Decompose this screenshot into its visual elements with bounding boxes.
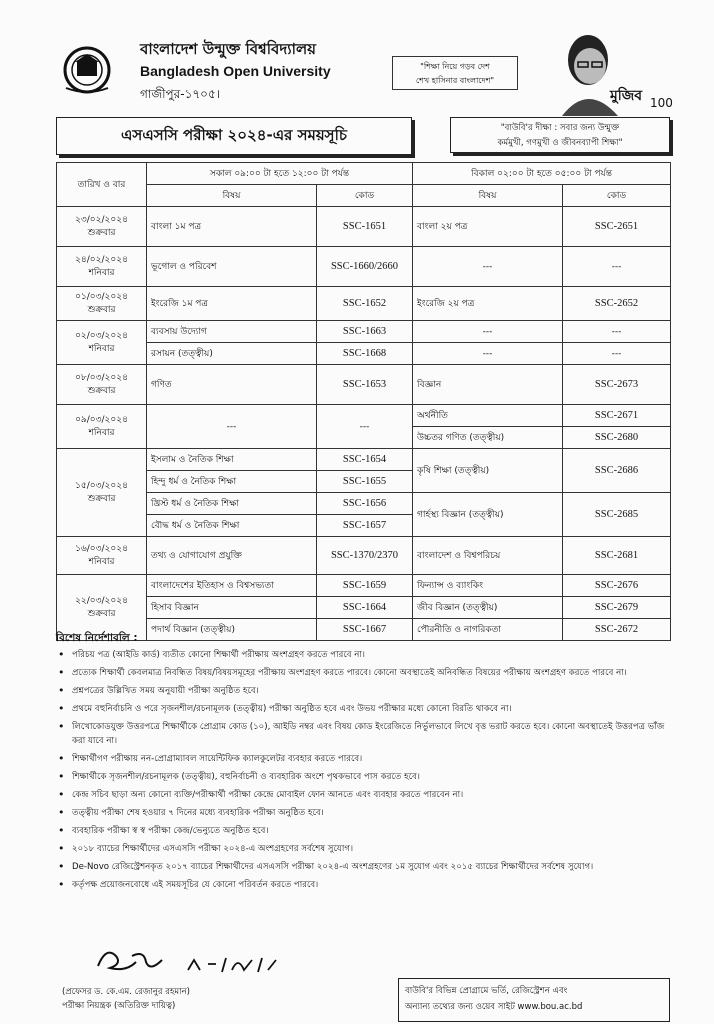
afternoon-code: SSC-2676 [563,575,671,597]
instruction-item: • তত্ত্বীয় পরীক্ষা শেষ হওয়ার ৭ দিনের মধ্যে ব্যবহারিক পরীক্ষা অনুষ্ঠিত হবে। [56,806,670,820]
afternoon-session-header: বিকাল ০২:০০ টা হতে ০৫:০০ টা পর্যন্ত [413,163,671,185]
morning-code: SSC-1370/2370 [317,537,413,575]
university-name-bangla: বাংলাদেশ উন্মুক্ত বিশ্ববিদ্যালয় [140,40,316,58]
afternoon-subject: বাংলাদেশ ও বিশ্বপরিচয় [413,537,563,575]
exam-date: ১৫/০৩/২০২৪ [75,480,128,491]
morning-code: SSC-1653 [317,365,413,405]
morning-code: SSC-1663 [317,321,413,343]
afternoon-code: SSC-2681 [563,537,671,575]
table-row [57,575,671,597]
afternoon-subject: কৃষি শিক্ষা (তত্ত্বীয়) [413,449,563,493]
exam-date: ২২/০৩/২০২৪ [75,595,128,606]
afternoon-subject: ফিন্যান্স ও ব্যাংকিং [413,575,563,597]
morning-code: SSC-1654 [317,449,413,471]
morning-subject: বাংলা ১ম পত্র [147,207,317,247]
table-row [57,537,671,575]
table-row [57,365,671,405]
table-header-row [57,163,671,185]
instruction-item: • শিক্ষার্থীকে সৃজনশীল/রচনামূলক (তত্ত্বীয়), বহুনির্বাচনী ও ব্যবহারিক অংশে পৃথকভাবে পাস করতে হবে। [56,770,670,784]
afternoon-code: SSC-2686 [563,449,671,493]
signer-name: (প্রফেসর ড. কে.এম. রেজানুর রহমান) [62,987,190,997]
code-column-header: কোড [317,185,413,207]
afternoon-subject: --- [413,321,563,343]
morning-session-header: সকাল ০৯:০০ টা হতে ১২:০০ টা পর্যন্ত [147,163,413,185]
morning-code: SSC-1651 [317,207,413,247]
table-row [57,619,671,641]
morning-subject: পদার্থ বিজ্ঞান (তত্ত্বীয়) [147,619,317,641]
slogan-box [392,56,518,90]
exam-date: ০১/০৩/২০২৪ [75,291,128,302]
exam-date: ০৯/০৩/২০২৪ [75,414,128,425]
afternoon-subject: বিজ্ঞান [413,365,563,405]
afternoon-code: SSC-2680 [563,427,671,449]
afternoon-subject: --- [413,343,563,365]
mujib-centenary-logo [610,80,673,110]
subject-column-header: বিষয় [413,185,563,207]
afternoon-code: SSC-2673 [563,365,671,405]
morning-subject: --- [147,405,317,449]
instruction-item: • ব্যবহারিক পরীক্ষা স্ব স্ব পরীক্ষা কেন্দ্র/ভেন্যুতে অনুষ্ঠিত হবে। [56,824,670,838]
date-cell [57,537,147,575]
instruction-item: • পরিচয় পত্র (আইডি কার্ড) ব্যতীত কোনো শিক্ষার্থী পরীক্ষায় অংশগ্রহণ করতে পারবে না। [56,648,670,662]
table-row [57,321,671,343]
instruction-item: • লিখোকোডযুক্ত উত্তরপত্রে শিক্ষার্থীকে প্রোগ্রাম কোড (১০), আইডি নম্বর এবং বিষয় কোড ইংরেজিতে নির্ভুলভাবে লিখে বৃত্ত ভরাট করতে হবে। কোনো অবস্থাতেই উত্তরপত্র ভাঁজ করা যাবে না। [56,720,670,748]
motto-line: "বাউবি'র দীক্ষা : সবার জন্য উন্মুক্ত [500,123,620,133]
university-logo [58,44,116,100]
table-row [57,287,671,321]
date-cell [57,287,147,321]
morning-code: SSC-1652 [317,287,413,321]
morning-code: SSC-1659 [317,575,413,597]
exam-day: শুক্রবার [87,493,116,504]
instruction-item: • প্রত্যেক শিক্ষার্থী কেবলমাত্র নিবন্ধিত বিষয়/বিষয়সমূহের পরীক্ষায় অংশগ্রহণ করতে পারবে। কোনো অবস্থাতেই অনিবন্ধিত বিষয়ের পরীক্ষায় অংশগ্রহণ করতে পারবে না। [56,666,670,680]
table-row [57,493,671,515]
date-cell [57,247,147,287]
morning-code: SSC-1660/2660 [317,247,413,287]
motto-line: কর্মমুখী, গণমুখী ও জীবনব্যাপী শিক্ষা" [497,138,623,148]
afternoon-subject: অর্থনীতি [413,405,563,427]
university-address: গাজীপুর-১৭০৫। [140,87,221,101]
table-row [57,597,671,619]
table-row [57,405,671,427]
morning-subject: ইসলাম ও নৈতিক শিক্ষা [147,449,317,471]
afternoon-subject: জীব বিজ্ঞান (তত্ত্বীয়) [413,597,563,619]
date-cell [57,365,147,405]
exam-day: শুক্রবার [87,304,116,315]
instruction-item: • কেন্দ্র সচিব ছাড়া অন্য কোনো ব্যক্তি/পরীক্ষার্থী পরীক্ষা কেন্দ্রে মোবাইল ফোন আনতে এবং ব্যবহার করতে পারবেন না। [56,788,670,802]
exam-day: শনিবার [88,427,115,438]
afternoon-code: --- [563,321,671,343]
schedule-table [56,162,671,641]
morning-subject: হিন্দু ধর্ম ও নৈতিক শিক্ষা [147,471,317,493]
morning-subject: খ্রিস্ট ধর্ম ও নৈতিক শিক্ষা [147,493,317,515]
exam-date: ০৮/০৩/২০২৪ [75,372,128,383]
page-title: এসএসসি পরীক্ষা ২০২৪-এর সময়সূচি [56,117,412,155]
code-column-header: কোড [563,185,671,207]
afternoon-subject: গার্হস্থ্য বিজ্ঞান (তত্ত্বীয়) [413,493,563,537]
signature-image [92,942,282,982]
morning-subject: তথ্য ও যোগাযোগ প্রযুক্তি [147,537,317,575]
afternoon-subject: --- [413,247,563,287]
instruction-item: • ২০১৮ ব্যাচের শিক্ষার্থীদের এসএসসি পরীক্ষা ২০২৪-এ অংশগ্রহণের সর্বশেষ সুযোগ। [56,842,670,856]
morning-subject: ভূগোল ও পরিবেশ [147,247,317,287]
morning-subject: হিসাব বিজ্ঞান [147,597,317,619]
date-cell [57,207,147,247]
instruction-item: • শিক্ষার্থীগণ পরীক্ষায় নন-প্রোগ্রাম্যাবল সায়েন্টিফিক ক্যালকুলেটর ব্যবহার করতে পারবে। [56,752,670,766]
exam-day: শুক্রবার [87,385,116,396]
morning-subject: গণিত [147,365,317,405]
morning-code: SSC-1668 [317,343,413,365]
morning-code: SSC-1655 [317,471,413,493]
afternoon-code: SSC-2651 [563,207,671,247]
university-name-english: Bangladesh Open University [140,63,331,79]
instruction-item: • প্রথমে বহুনির্বাচনি ও পরে সৃজনশীল/রচনামূলক (তত্ত্বীয়) পরীক্ষা অনুষ্ঠিত হবে এবং উভয় পরীক্ষার মধ্যে কোনো বিরতি থাকবে না। [56,702,670,716]
date-cell [57,321,147,365]
exam-date: ০২/০৩/২০২৪ [75,330,128,341]
instruction-item: • প্রশ্নপত্রের উল্লিখিত সময় অনুযায়ী পরীক্ষা অনুষ্ঠিত হবে। [56,684,670,698]
table-row [57,449,671,471]
morning-code: SSC-1656 [317,493,413,515]
exam-day: শুক্রবার [87,227,116,238]
afternoon-subject: বাংলা ২য় পত্র [413,207,563,247]
afternoon-code: SSC-2671 [563,405,671,427]
afternoon-subject: উচ্চতর গণিত (তত্ত্বীয়) [413,427,563,449]
afternoon-code: SSC-2652 [563,287,671,321]
slogan-line: "শিক্ষা নিয়ে গড়ব দেশ [420,62,490,71]
website-note-line: বাউবি'র বিভিন্ন প্রোগ্রামে ভর্তি, রেজিস্ট্রেশন এবং [405,986,568,996]
afternoon-code: --- [563,247,671,287]
afternoon-code: SSC-2679 [563,597,671,619]
signer-block [62,985,190,1013]
instruction-item: • কর্তৃপক্ষ প্রয়োজনবোধে এই সময়সূচির যে কোনো পরিবর্তন করতে পারবে। [56,878,670,892]
slogan-line: শেখ হাসিনার বাংলাদেশ" [415,76,495,85]
exam-date: ২৪/০২/২০২৪ [75,254,128,265]
afternoon-code: SSC-2672 [563,619,671,641]
afternoon-subject: ইংরেজি ২য় পত্র [413,287,563,321]
date-column-header: তারিখ ও বার [57,163,147,207]
motto-box [450,117,670,153]
svg-text:মুজিব: মুজিব [610,88,643,104]
table-row [57,343,671,365]
instructions-list [56,648,670,896]
website-note-line: অন্যান্য তথ্যের জন্য ওয়েব সাইট www.bou.ac.bd [405,1002,583,1012]
website-note-box [398,978,670,1022]
afternoon-code: SSC-2685 [563,493,671,537]
morning-code: SSC-1664 [317,597,413,619]
table-subheader-row [57,185,671,207]
morning-subject: ইংরেজি ১ম পত্র [147,287,317,321]
subject-column-header: বিষয় [147,185,317,207]
exam-date: ১৬/০৩/২০২৪ [75,543,128,554]
exam-date: ২৩/০২/২০২৪ [75,214,128,225]
date-cell [57,405,147,449]
table-row [57,247,671,287]
svg-text:100: 100 [650,96,673,110]
afternoon-code: --- [563,343,671,365]
morning-subject: বাংলাদেশের ইতিহাস ও বিশ্বসভ্যতা [147,575,317,597]
exam-day: শনিবার [88,343,115,354]
exam-day: শুক্রবার [87,608,116,619]
instructions-heading: বিশেষ নির্দেশাবলি : [56,632,138,644]
instruction-item: • De-Novo রেজিস্ট্রেশনকৃত ২০১৭ ব্যাচের শিক্ষার্থীদের এসএসসি পরীক্ষা ২০২৪-এ অংশগ্রহণের ১ম সুযোগ এবং ২০১৫ ব্যাচের শিক্ষার্থীদের সর্বশেষ সুযোগ। [56,860,670,874]
afternoon-subject: পৌরনীতি ও নাগরিকতা [413,619,563,641]
morning-code: SSC-1657 [317,515,413,537]
exam-day: শনিবার [88,267,115,278]
table-row [57,207,671,247]
signer-title: পরীক্ষা নিয়ন্ত্রক (অতিরিক্ত দায়িত্ব) [62,1001,176,1011]
date-cell [57,449,147,537]
exam-day: শনিবার [88,556,115,567]
morning-subject: ব্যবসায় উদ্যোগ [147,321,317,343]
morning-subject: রসায়ন (তত্ত্বীয়) [147,343,317,365]
morning-subject: বৌদ্ধ ধর্ম ও নৈতিক শিক্ষা [147,515,317,537]
morning-code: SSC-1667 [317,619,413,641]
morning-code: --- [317,405,413,449]
